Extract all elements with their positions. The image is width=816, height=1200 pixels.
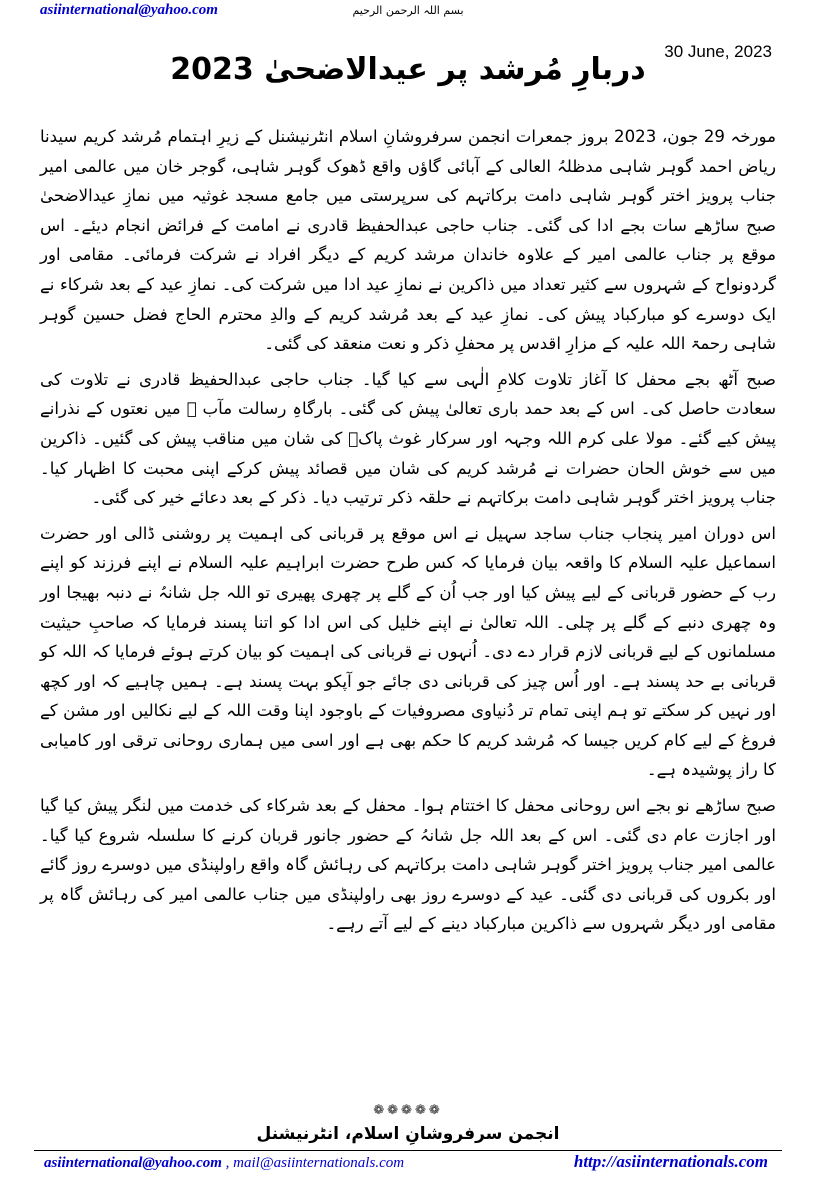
footer-email-yahoo[interactable]: asiinternational@yahoo.com [44, 1155, 222, 1171]
paragraph-4: صبح ساڑھے نو بجے اس روحانی محفل کا اختتام ہوا۔ محفل کے بعد شرکاء کی خدمت میں لنگر پیش کیا گیا اور اجازت عام دی گئی۔ اس کے بعد اللہ جل شانہُ کے حضور جانور قربان کرنے کا سلسلہ شروع کیا گیا۔ عالمی امیر جناب پرویز اختر گوہر شاہی دامت برکاتہم کی رہائش گاہ واقع راولپنڈی میں دوسرے روز گائے اور بکروں کی قربانی دی گئی۔ عید کے دوسرے روز بھی راولپنڈی میں جناب عالمی امیر کی رہائش گاہ پر مقامی اور دیگر شہروں سے ذاکرین مبارکباد دینے کے لیے آتے رہے۔ [40, 796, 776, 934]
paragraph-2: صبح آٹھ بجے محفل کا آغاز تلاوت کلامِ الٰہی سے کیا گیا۔ جناب حاجی عبدالحفیظ قادری نے تلاوت کی سعادت حاصل کی۔ اس کے بعد حمد باری تعالیٰ پیش کی گئی۔ بارگاہِ رسالت مآب ﷺ میں نعتوں کے نذرانے پیش کیے گئے۔ مولا علی کرم اللہ وجہہ اور سرکار غوث پاکؓ کی شان میں مناقب پیش کی گئیں۔ ذاکرین میں سے خوش الحان حضرات نے مُرشد کریم کی شان میں قصائد پیش کرکے اپنی محبت کا اظہار کیا۔ جناب پرویز اختر گوہر شاہی دامت برکاتہم نے حلقہ ذکر ترتیب دیا۔ ذکر کے بعد دعائے خیر کی گئی۔ [40, 369, 776, 508]
article-date: 30 June, 2023 [664, 42, 772, 61]
footer-email-mail[interactable]: mail@asiinternationals.com [233, 1155, 405, 1171]
footer-emails [44, 1155, 404, 1172]
header-email: asiinternational@yahoo.com [40, 2, 218, 18]
paragraph-1: مورخہ 29 جون، 2023 بروز جمعرات انجمن سرفروشانِ اسلام انٹرنیشنل کے زیرِ اہتمام مُرشد کریم سیدنا ریاض احمد گوہر شاہی مدظلہُ العالی کے آبائی گاؤں واقع ڈھوک گوہر شاہی، گوجر خان میں عالمی امیر جناب پرویز اختر گوہر شاہی دامت برکاتہم کی سرپرستی میں جامع مسجد غوثیہ میں نمازِ عیدالاضحیٰ صبح ساڑھے سات بجے ادا کی گئی۔ جناب حاجی عبدالحفیظ قادری نے امامت کے فرائض انجام دیئے۔ اس موقع پر جناب عالمی امیر کے علاوہ خاندان مرشد کریم کے دیگر افراد نے شرکت فرمائی۔ مقامی اور گردونواح کے شہروں سے کثیر تعداد میں ذاکرین نے نمازِ عید ادا میں شرکت کی۔ نمازِ عید کے بعد شرکاء نے ایک دوسرے کو مبارکباد پیش کی۔ نمازِ عید کے بعد مُرشد کریم کے والدِ محترم الحاج فضل حسین گوہر شاہی رحمۃ اللہ علیہ کے مزارِ اقدس پر محفلِ ذکر و نعت منعقد کی گئی۔ [40, 127, 776, 354]
paragraph-3: اس دوران امیر پنجاب جناب ساجد سہیل نے اس موقع پر قربانی کی اہمیت پر روشنی ڈالی اور حضرت اسماعیل علیہ السلام کا واقعہ بیان فرمایا کہ کس طرح حضرت ابراہیم علیہ السلام نے اپنے فرزند کو اپنے رب کے حضور قربانی کے لیے پیش کیا اور جب اُن کے گلے پر چھری پھیری تو اللہ جل شانہُ نے دنبہ بھیجا اور وہ چھری دنبے کے گلے پر چلی۔ اللہ تعالیٰ نے اپنے خلیل کی اس ادا کو اتنا پسند فرمایا کہ صاحبِ حیثیت مسلمانوں کے لیے قربانی لازم قرار دے دی۔ اُنہوں نے قربانی کی اہمیت کو بیان کرتے ہوئے فرمایا کہ اللہ کو قربانی بے حد پسند ہے۔ اور اُس چیز کی قربانی دی جائے جو آپکو بہت پسند ہے۔ ہمیں چاہیے کہ اور کچھ اور نہیں کر سکتے تو ہم اپنی تمام تر دُنیاوی مصروفیات کے باوجود اپنا وقت اللہ کے لیے نکالیں اور مشن کے فروغ کے لیے کام کریں جیسا کہ مُرشد کریم کا حکم بھی ہے اور اسی میں ہماری روحانی ترقی اور کامیابی کا راز پوشیدہ ہے۔ [40, 523, 776, 780]
bismillah: بسم اللہ الرحمن الرحیم [352, 4, 464, 17]
footer-email-separator: , [225, 1155, 230, 1171]
footer-website-link[interactable]: http://asiinternationals.com [573, 1152, 768, 1171]
footer-organization-name: انجمن سرفروشانِ اسلام، انٹرنیشنل [256, 1124, 560, 1144]
article-body [40, 122, 776, 945]
footer-divider [34, 1150, 782, 1151]
article-title: دربارِ مُرشد پر عیدالاضحیٰ 2023 [170, 52, 646, 87]
footer-ornament: ❁❁❁❁❁ [373, 1103, 443, 1118]
